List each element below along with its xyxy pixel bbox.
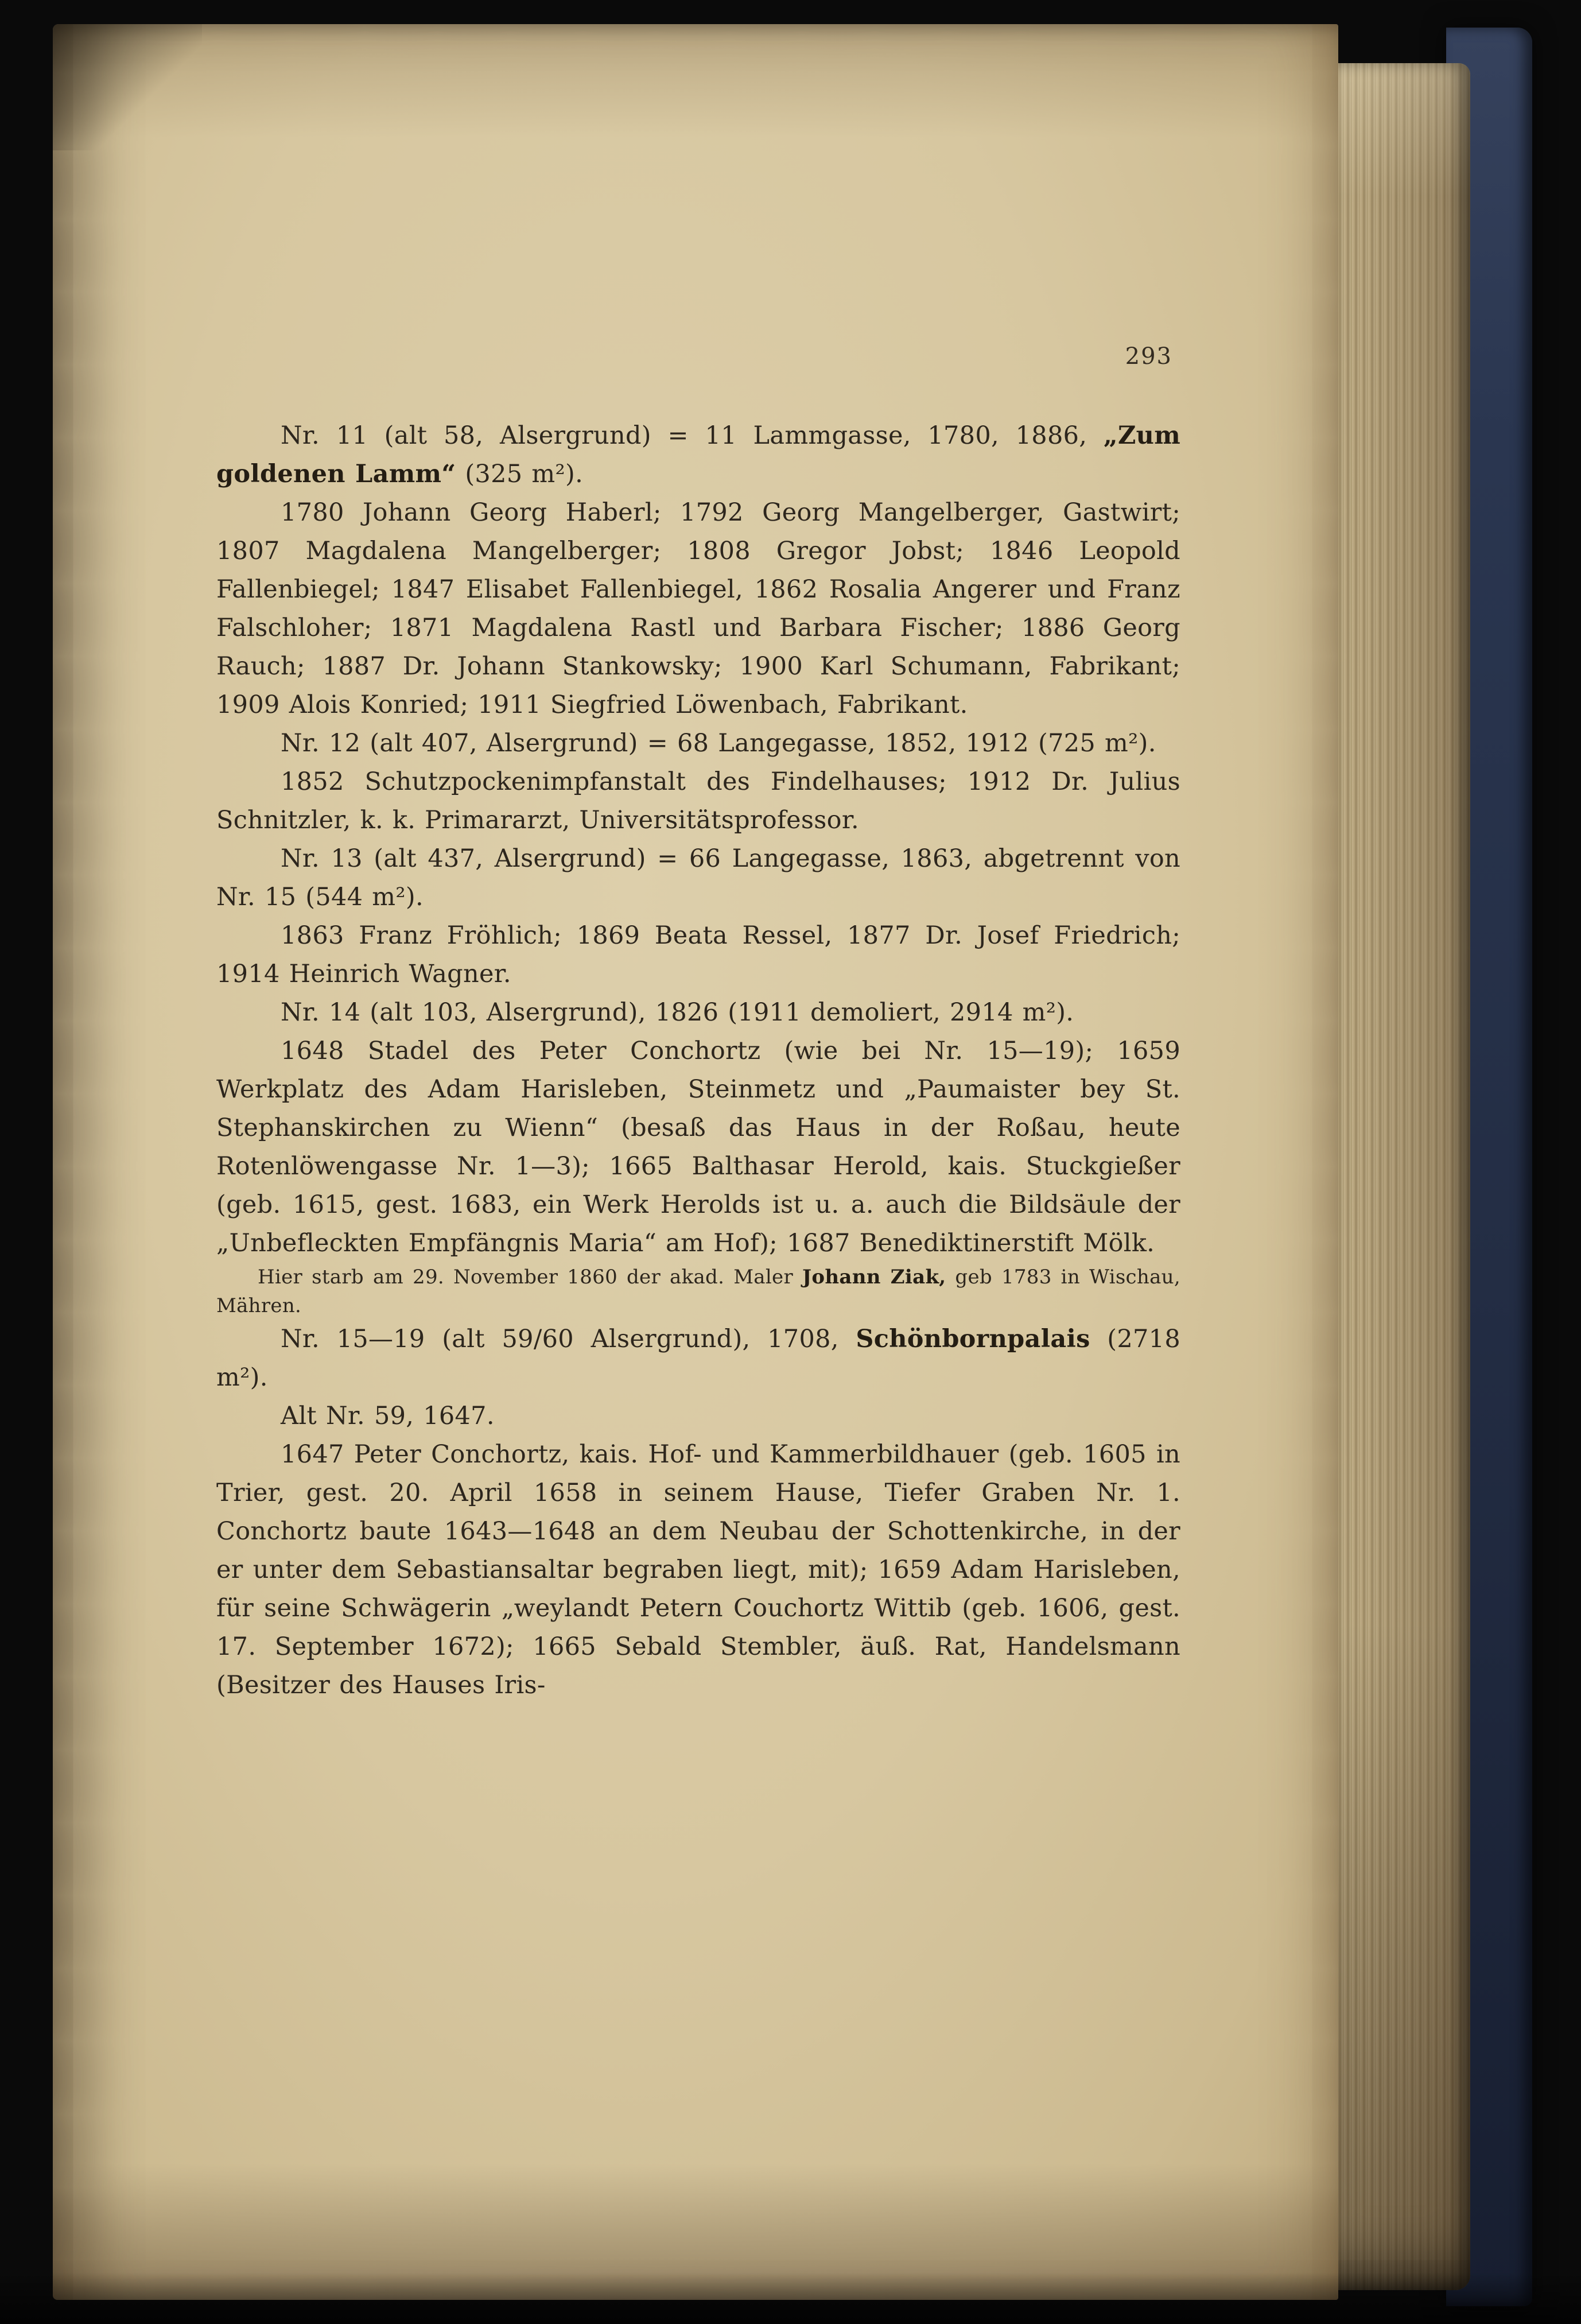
paragraph — [216, 724, 1180, 763]
text-run: Nr. 12 (alt 407, Alsergrund) = 68 Langegasse, 1852, 1912 (725 m²). — [281, 729, 1156, 758]
paragraph — [216, 494, 1180, 724]
emphasized-text: „Zum goldenen Lamm“ — [216, 421, 1180, 488]
paragraph — [216, 417, 1180, 494]
text-run: Alt Nr. 59, 1647. — [281, 1402, 495, 1430]
text-run: Hier starb am 29. November 1860 der akad. Maler — [258, 1266, 803, 1289]
text-run: 1780 Johann Georg Haberl; 1792 Georg Mangelberger, Gastwirt; 1807 Magdalena Mangelberger; 1808 Gregor Jobst; 1846 Leopold Fallenbiegel; 1847 Elisabet Fallenbiegel, 1862 Rosalia Angerer und Franz Falschloher; 1871 Magdalena Rastl und Barbara Fischer; 1886 Georg Rauch; 1887 Dr. Johann Stankowsky; 1900 Karl Schumann, Fabrikant; 1909 Alois Konried; 1911 Siegfried Löwenbach, Fabrikant. — [216, 498, 1180, 719]
page-text-block — [216, 343, 1180, 1705]
paragraph — [216, 1435, 1180, 1705]
paragraph — [216, 1032, 1180, 1263]
text-run: Nr. 13 (alt 437, Alsergrund) = 66 Langegasse, 1863, abgetrennt von Nr. 15 (544 m²). — [216, 844, 1180, 911]
paragraphs-container — [216, 417, 1180, 1705]
text-run: Nr. 14 (alt 103, Alsergrund), 1826 (1911 demoliert, 2914 m²). — [281, 998, 1074, 1027]
text-run: (325 m²). — [456, 460, 584, 488]
text-run: (2718 m²). — [216, 1325, 1181, 1392]
text-run: 1852 Schutzpockenimpfanstalt des Findelhauses; 1912 Dr. Julius Schnitzler, k. k. Primararzt, Universitätsprofessor. — [216, 767, 1180, 835]
text-run: 1648 Stadel des Peter Conchortz (wie bei Nr. 15—19); 1659 Werkplatz des Adam Harisleben, Steinmetz und „Paumaister bey St. Stephanskirchen zu Wienn“ (besaß das Haus in der Roßau, heute Rotenlöwengasse Nr. 1—3); 1665 Balthasar Herold, kais. Stuckgießer (geb. 1615, gest. 1683, ein Werk Herolds ist u. a. auch die Bildsäule der „Unbefleckten Empfängnis Maria“ am Hof); 1687 Benediktinerstift Mölk. — [216, 1037, 1180, 1258]
text-run: 1863 Franz Fröhlich; 1869 Beata Ressel, 1877 Dr. Josef Friedrich; 1914 Heinrich Wagner. — [216, 921, 1180, 988]
paragraph — [216, 840, 1180, 917]
paragraph — [216, 1397, 1180, 1435]
page-edge-stack — [1320, 63, 1470, 2290]
paragraph — [216, 1263, 1180, 1320]
emphasized-text: Johann Ziak, — [802, 1266, 946, 1289]
paragraph — [216, 1320, 1180, 1397]
paragraph — [216, 917, 1180, 994]
text-run: geb 1783 in Wischau, Mähren. — [216, 1266, 1180, 1317]
paragraph — [216, 763, 1180, 840]
book-page — [53, 24, 1338, 2300]
text-run: Nr. 11 (alt 58, Alsergrund) = 11 Lammgasse, 1780, 1886, — [281, 421, 1104, 450]
text-run: 1647 Peter Conchortz, kais. Hof- und Kammerbildhauer (geb. 1605 in Trier, gest. 20. April 1658 in seinem Hause, Tiefer Graben Nr. 1. Conchortz baute 1643—1648 an dem Neubau der Schottenkirche, in der er unter dem Sebastiansaltar begraben liegt, mit); 1659 Adam Harisleben, für seine Schwägerin „weylandt Petern Couchortz Wittib (geb. 1606, gest. 17. September 1672); 1665 Sebald Stembler, äuß. Rat, Handelsmann (Besitzer des Hauses Iris- — [216, 1440, 1180, 1700]
paragraph — [216, 994, 1180, 1032]
emphasized-text: Schönbornpalais — [856, 1325, 1090, 1353]
text-run: Nr. 15—19 (alt 59/60 Alsergrund), 1708, — [281, 1325, 856, 1353]
page-number: 293 — [1125, 343, 1172, 370]
